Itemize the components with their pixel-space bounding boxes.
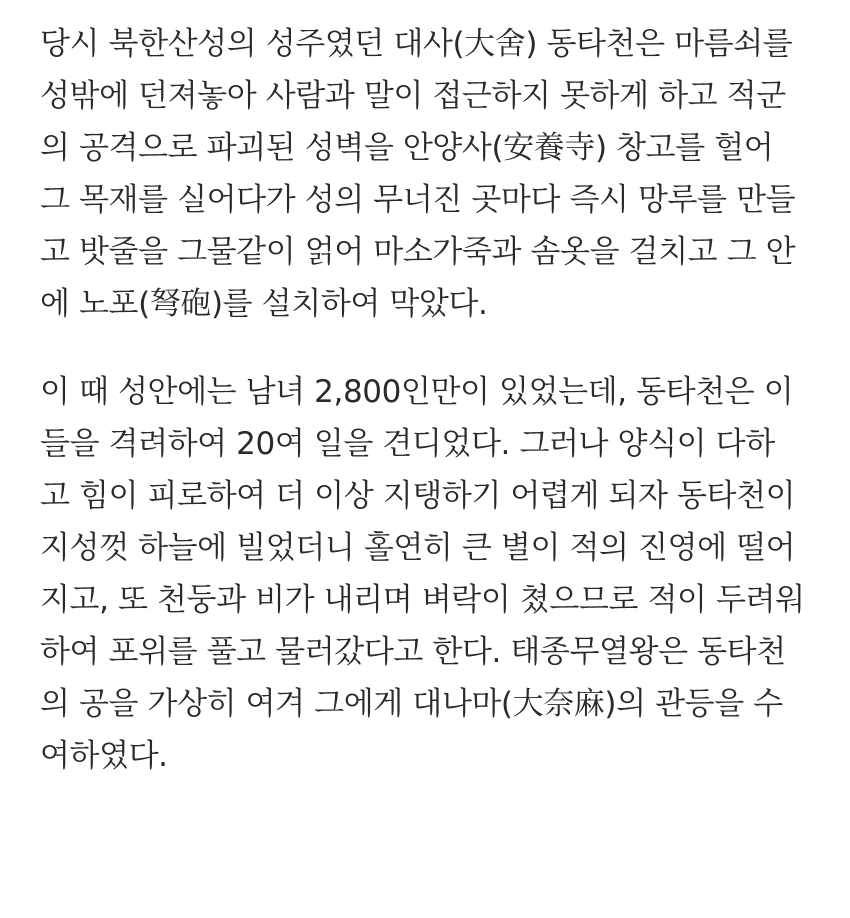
text-line: 이 때 성안에는 남녀 2,800인만이 있었는데, 동타천은 이	[40, 374, 794, 410]
text-line: 지성껏 하늘에 빌었더니 홀연히 큰 별이 적의 진영에 떨어	[40, 530, 796, 566]
text-line: 그 목재를 실어다가 성의 무너진 곳마다 즉시 망루를 만들	[40, 182, 796, 218]
text-line: 고 힘이 피로하여 더 이상 지탱하기 어렵게 되자 동타천이	[40, 478, 796, 514]
text-line: 하여 포위를 풀고 물러갔다고 한다. 태종무열왕은 동타천	[40, 634, 786, 670]
text-line: 의 공을 가상히 여겨 그에게 대나마(大奈麻)의 관등을 수	[40, 686, 783, 722]
text-line: 성밖에 던져놓아 사람과 말이 접근하지 못하게 하고 적군	[40, 78, 786, 114]
text-line: 지고, 또 천둥과 비가 내리며 벼락이 쳤으므로 적이 두려워	[40, 582, 805, 618]
text-line: 의 공격으로 파괴된 성벽을 안양사(安養寺) 창고를 헐어	[40, 130, 774, 166]
paragraph-2	[40, 366, 810, 782]
text-line: 들을 격려하여 20여 일을 견디었다. 그러나 양식이 다하	[40, 426, 775, 462]
text-line: 여하였다.	[40, 738, 168, 774]
text-line: 에 노포(弩砲)를 설치하여 막았다.	[40, 286, 488, 322]
paragraph-1	[40, 18, 810, 330]
text-line: 고 밧줄을 그물같이 얽어 마소가죽과 솜옷을 걸치고 그 안	[40, 234, 796, 270]
text-line: 당시 북한산성의 성주였던 대사(大舍) 동타천은 마름쇠를	[40, 26, 793, 62]
